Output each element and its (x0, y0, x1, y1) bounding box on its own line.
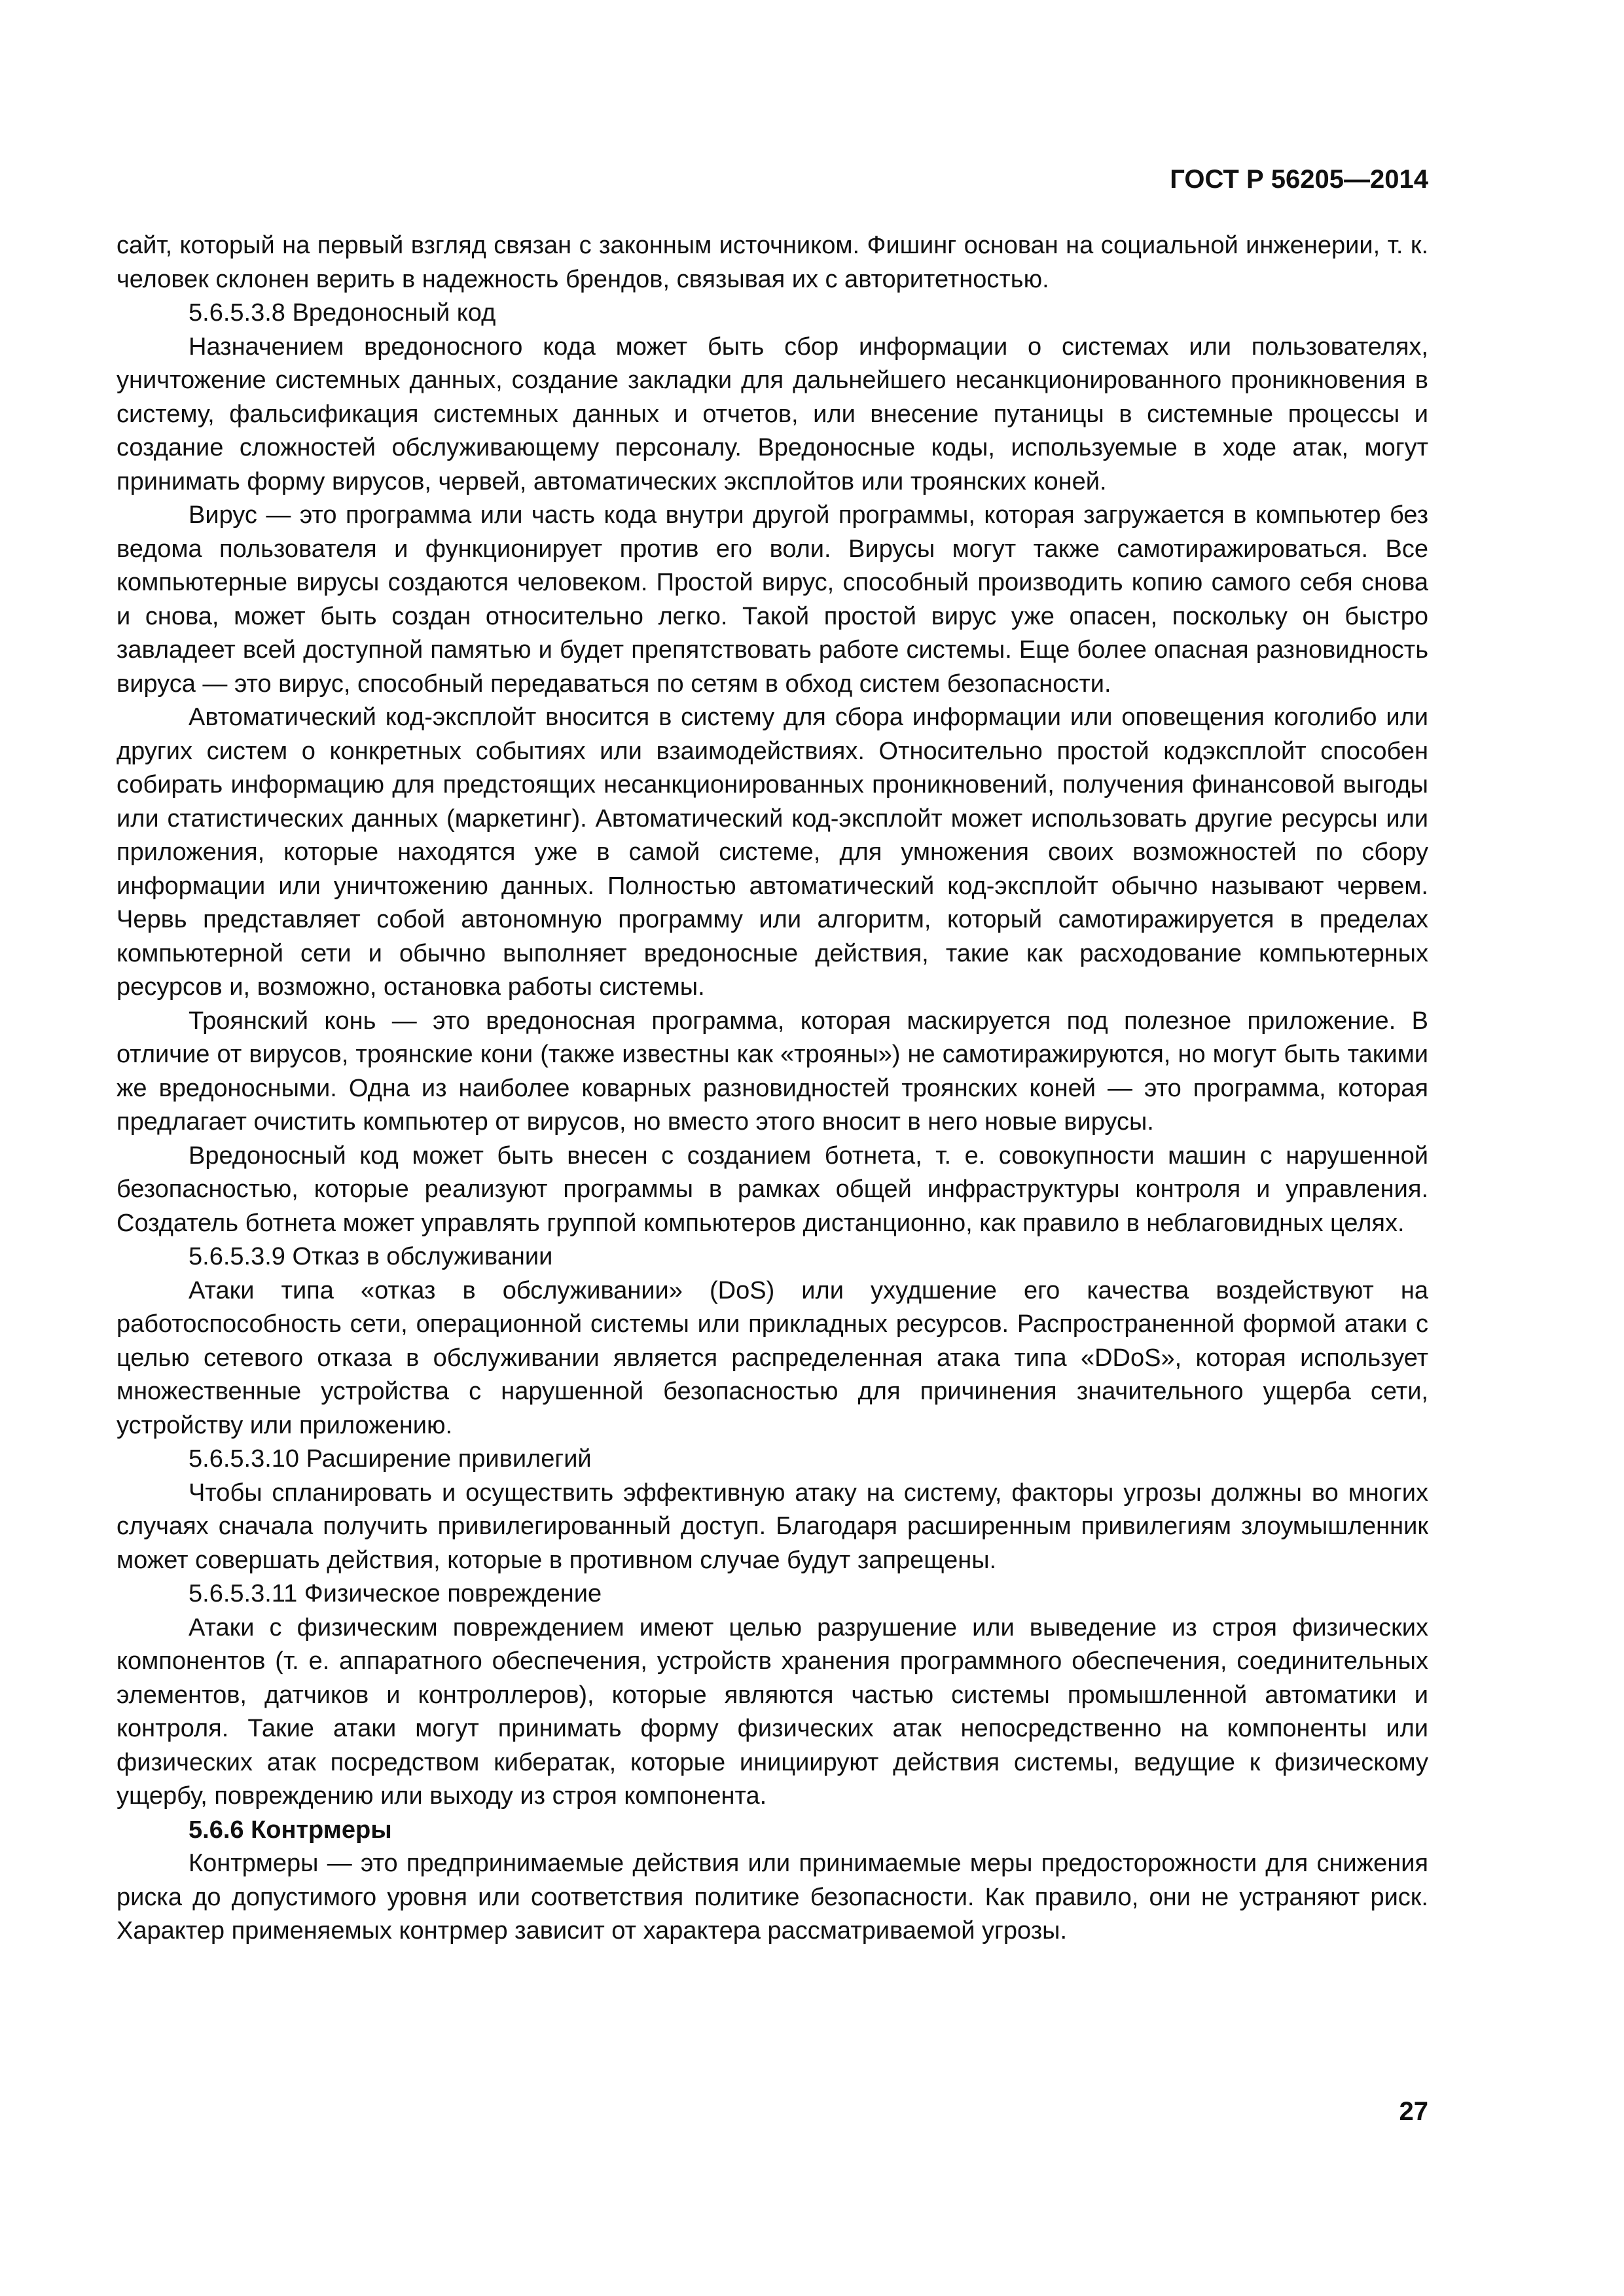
paragraph-virus: Вирус — это программа или часть кода внутри другой программы, которая загружается в компьютер без ведома пользователя и функционирует против его воли. Вирусы могут также самотиражироваться. Все компьютерные вирусы создаются человеком. Простой вирус, способный производить копию самого себя снова и снова, может быть создан относительно легко. Такой простой вирус уже опасен, поскольку он быстро завладеет всей доступной памятью и будет препятствовать работе системы. Еще более опасная разновидность вируса — это вирус, способный передаваться по сетям в обход систем безопасности. (117, 501, 1428, 698)
document-body (117, 229, 1428, 1948)
section-heading-5-6-5-3-11: 5.6.5.3.11 Физическое повреждение (189, 1580, 602, 1607)
paragraph-continuation: сайт, который на первый взгляд связан с законным источником. Фишинг основан на социальной инженерии, т. к. человек склонен верить в надежность брендов, связывая их с авторитетностью. (117, 232, 1428, 293)
section-heading-5-6-5-3-10: 5.6.5.3.10 Расширение привилегий (189, 1445, 592, 1473)
section-heading-5-6-5-3-8: 5.6.5.3.8 Вредоносный код (189, 299, 496, 327)
paragraph-exploit: Автоматический код-эксплойт вносится в систему для сбора информации или оповещения коголибо или других систем о конкретных событиях или взаимодействиях. Относительно простой кодэксплойт способен собирать информацию для предстоящих несанкционированных проникновений, получения финансовой выгоды или статистических данных (маркетинг). Автоматический код-эксплойт может использовать другие ресурсы или приложения, которые находятся уже в самой системе, для умножения своих возможностей по сбору информации или уничтожению данных. Полностью автоматический код-эксплойт обычно называют червем. Червь представляет собой автономную программу или алгоритм, который самотиражируется в пределах компьютерной сети и обычно выполняет вредоносные действия, такие как расходование компьютерных ресурсов и, возможно, остановка работы системы. (117, 704, 1428, 1001)
paragraph-trojan: Троянский конь — это вредоносная программа, которая маскируется под полезное приложение. В отличие от вирусов, троянские кони (также известны как «трояны») не самотиражируются, но могут быть такими же вредоносными. Одна из наиболее коварных разновидностей троянских коней — это программа, которая предлагает очистить компьютер от вирусов, но вместо этого вносит в него новые вирусы. (117, 1007, 1428, 1136)
paragraph-countermeasures: Контрмеры — это предпринимаемые действия или принимаемые меры предосторожности для снижения риска до допустимого уровня или соответствия политике безопасности. Как правило, они не устраняют риск. Характер применяемых контрмер зависит от характера рассматриваемой угрозы. (117, 1850, 1428, 1945)
paragraph-physical-damage: Атаки с физическим повреждением имеют целью разрушение или выведение из строя физических компонентов (т. е. аппаратного обеспечения, устройств хранения программного обеспечения, соединительных элементов, датчиков и контроллеров), которые являются частью системы промышленной автоматики и контроля. Такие атаки могут принимать форму физических атак непосредственно на компоненты или физических атак посредством кибератак, которые инициируют действия системы, ведущие к физическому ущербу, повреждению или выходу из строя компонента. (117, 1613, 1428, 1810)
section-heading-5-6-6: 5.6.6 Контрмеры (189, 1816, 392, 1844)
paragraph-malicious-code-purpose: Назначением вредоносного кода может быть сбор информации о системах или пользователях, уничтожение системных данных, создание закладки для дальнейшего несанкционированного проникновения в систему, фальсификация системных данных и отчетов, или внесение путаницы в системные процессы и создание сложностей обслуживающему персоналу. Вредоносные коды, используемые в ходе атак, могут принимать форму вирусов, червей, автоматических эксплойтов или троянских коней. (117, 332, 1428, 495)
paragraph-privilege-escalation: Чтобы спланировать и осуществить эффективную атаку на систему, факторы угрозы должны во многих случаях сначала получить привилегированный доступ. Благодаря расширенным привилегиям злоумышленник может совершать действия, которые в противном случае будут запрещены. (117, 1479, 1428, 1574)
paragraph-dos: Атаки типа «отказ в обслуживании» (DoS) или ухудшение его качества воздействуют на работоспособность сети, операционной системы или прикладных ресурсов. Распространенной формой атаки с целью сетевого отказа в обслуживании является распределенная атака типа «DDoS», которая использует множественные устройства с нарушенной безопасностью для причинения значительного ущерба сети, устройству или приложению. (117, 1276, 1428, 1439)
page-number: 27 (1399, 2097, 1428, 2126)
section-heading-5-6-5-3-9: 5.6.5.3.9 Отказ в обслуживании (189, 1243, 553, 1270)
paragraph-botnet: Вредоносный код может быть внесен с созданием ботнета, т. е. совокупности машин с нарушенной безопасностью, которые реализуют программы в рамках общей инфраструктуры контроля и управления. Создатель ботнета может управлять группой компьютеров дистанционно, как правило в неблаговидных целях. (117, 1141, 1428, 1237)
document-standard-id: ГОСТ Р 56205—2014 (1170, 165, 1428, 194)
